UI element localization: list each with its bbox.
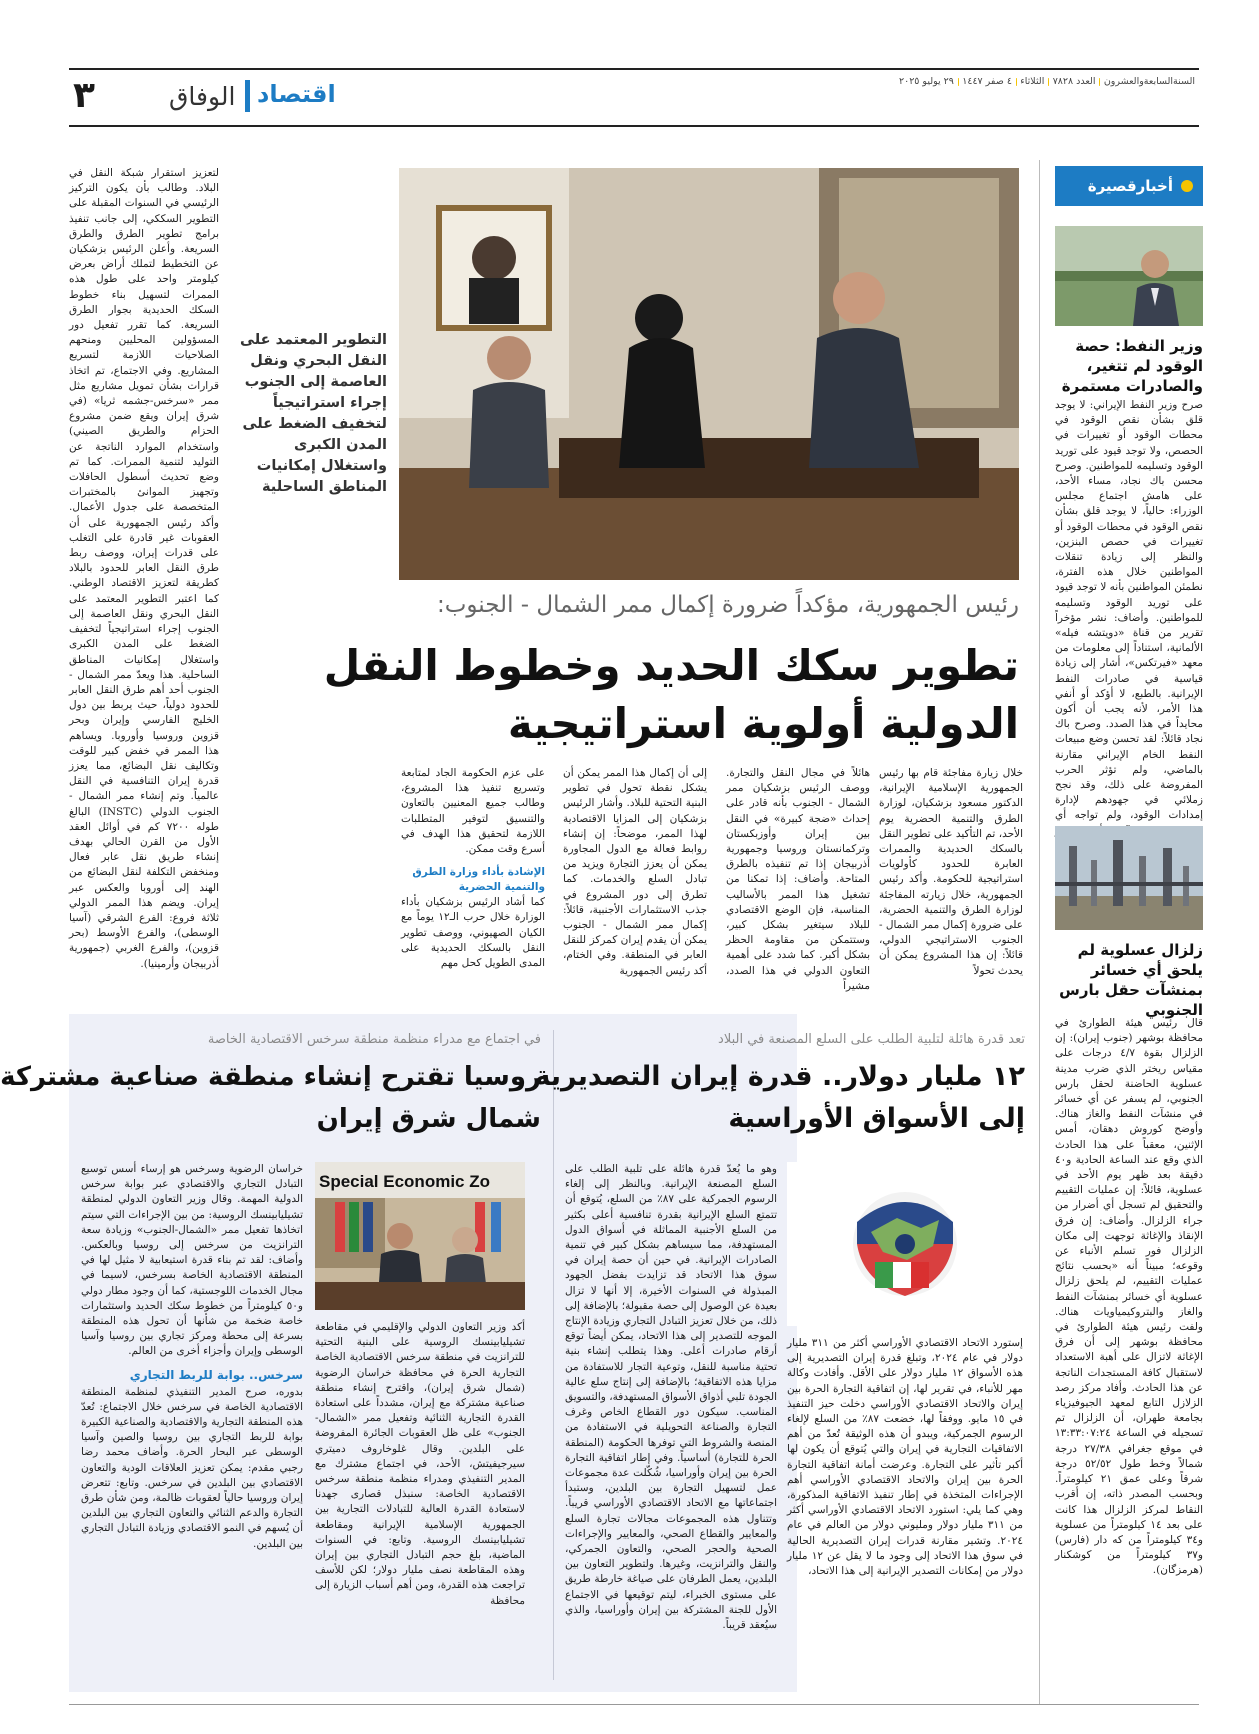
section-bar-icon	[245, 80, 250, 112]
header-bottom-rule	[69, 125, 1199, 127]
main-column-d-subhead: الإشادة بأداء وزارة الطرق والتنمية الحضرية	[412, 866, 545, 894]
pull-quote: التطوير المعتمد على النقل البحري ونقل العاصمة إلى الجنوب إجراء استراتيجياً لتخفيف الضغط على المدن الكبرى واستغلال إمكانيات المناطق الساحلية	[240, 332, 387, 495]
br-column-right: إستورد الاتحاد الاقتصادي الأوراسي أكثر من ٣١١ مليار دولار في عام ٢٠٢٤، وتبلغ قدرة إيران التصديرية إلى هذه الأسواق ١٢ مليار دولار على الأقل. وأفادت وكالة مهر للأنباء، في تقرير لها، إن اتفاقية التجارة الحرة بين إيران والاتحاد الاقتصادي الأوراسي دخلت حيز التنفيذ في ١٥ مايو. ووفقاً لها، خضعت ٨٧٪ من السلع لإلغاء الرسوم الجمركية، ويبدو أن هذه الوثيقة تُعدّ من أهم الاتفاقيات التجارية في إيران والتي يُتوقع أن يكون لها أكبر تأثير على التجارة. وعرضت أمانة اتفاقية التجارة الحرة بين إيران والاتحاد الاقتصادي الأوراسي أهم الإجراءات المتخذة في إطار تنفيذ الاتفاقية المذكورة، وهي كما يلي: استورد الاتحاد الاقتصادي الأوراسي أكثر من ٣١١ مليار دولار ومليوني دولار من العالم في عام ٢٠٢٤. وتشير مقارنة قدرات إيران التصديرية الحالية في سوق هذا الاتحاد إلى وجود ما لا يقل عن ١٢ مليار دولار من إمكانات التصدير الإيرانية إلى هذا الاتحاد،	[787, 1337, 1023, 1578]
sidebar-divider	[1039, 160, 1040, 1705]
main-column-c: إلى أن إكمال هذا الممر يمكن أن يشكل نقطة تحول في تطوير البنية التحتية للبلاد. وأشار الرئيس بزشكيان إلى المزايا الاقتصادية لهذا الممر، موضحاً: إن إنشاء روابط فعالة مع الدول المجاورة يمكن أن يعزز التجارة ويزيد من تبادل السلع والخدمات. كما تطرق إلى دور المشروع في جذب الاستثمارات الأجنبية، قائلاً: إكمال ممر الشمال - الجنوب يمكن أن يقدم إيران كمركز للنقل العابر في المنطقة. وفي الختام، أكد رئيس الجمهورية	[563, 767, 707, 977]
header-meta	[899, 76, 1195, 87]
bl-headline-line2: شمال شرق إيران	[316, 1104, 541, 1134]
meta-issue: العدد ٧٨٢٨	[1052, 76, 1096, 87]
main-column-b: هائلاً في مجال النقل والتجارة. ووصف الرئيس بزشكيان ممر الشمال - الجنوب بأنه قادر على إحداث «ضجة كبيرة» في النقل بين إيران وأوزبكستان وتركمانستان وروسيا وجمهورية أذربيجان إذا تم تنفيذه بالطرق المتاحة. وأضاف: إذا تمكنا من تشغيل هذا الممر بالأساليب المناسبة، فإن الوضع الاقتصادي للبلاد سيتغير بشكل كبير، وستتمكن من مقاومة الحظر بشكل أكبر. كما شدد على أهمية التعاون الدولي في هذا الصدد، مشيراً	[726, 767, 870, 992]
sidebar-story1-headline: وزير النفط: حصة الوقود لم تتغير، والصادرات مستمرة	[1061, 337, 1203, 395]
eurasian-union-logo	[787, 1162, 1023, 1326]
bl-column-left-after: بدوره، صرح المدير التنفيذي لمنظمة المنطقة الاقتصادية الخاصة في سرخس خلال الاجتماع: تُعدّ هذه المنطقة التجارية والاقتصادية والصناعية الكبيرة بوابة للربط التجاري بين روسيا والصين وآسيا الوسطى عبر البحار الحرة. وأضاف محمد رضا رجبي مقدم: يمكن تعزيز العلاقات الودية والتعاون الاقتصادي بين البلدين في سرخس. وتابع: تتعرض إيران وروسيا حالياً لعقوبات ظالمة، ومن شأن طرق التجارة والدعم الثنائي والتعاون التجاري بين البلدين أن يُسهم في النمو الاقتصادي وزيادة التبادل التجاري بين البلدين.	[81, 1385, 303, 1550]
main-kicker: رئيس الجمهورية، مؤكداً ضرورة إكمال ممر الشمال - الجنوب:	[436, 592, 1019, 618]
sidebar-story2-body: قال رئيس هيئة الطوارئ في محافظة بوشهر (جنوب إيران): إن الزلزال بقوة ٤/٧ درجات على مقياس ريختر الذي ضرب مدينة عسلوية الحاضنة لحقل بارس الجنوبي، لم يسفر عن أي خسائر في منشآت النفط والغاز هناك. وأوضح كوروش دهقان، أمس الإثنين، معقباً على هذا الحادث الذي وقع عند الساعة الحادية و٤٠ دقيقة بعد ظهر يوم الأحد في عسلوية، قائلاً: إن عمليات التقييم والتحقيق لم تسجل أي أضرار من جراء الزلزال. وأضاف: إن فرق الإنقاذ والإغاثة توجهت إلى مكان الزلزال فور تسلم الأنباء عن وقوعه؛ مبيناً أنه «بحسب نتائج عمليات التقييم، لم يلحق زلزال عسلوية أي خسائر بمنشآت النفط والغاز والبتروكيمياويات هناك. ولفت رئيس هيئة الطوارئ في محافظة بوشهر إلى أن فرق الإغاثة لاتزال على أهبة الاستعداد لاستقبال كافة المستجدات الناتجة عن هذا الحادث. وأفاد مركز رصد الزلازل التابع لمعهد الجيوفيزياء بجامعة طهران، أن الزلزال تم تسجيله في الساعة ١٣:٣٣:٠٧:٢٤ في موقع جغرافي ٢٧/٣٨ درجة شمالاً وخط طول ٥٢/٥٢ درجة شرقاً وعلى عمق ٢١ كيلومتراً. وبحسب المصدر ذاته، إن أقرب النقاط لمركز الزلزال هذا كانت على بعد ١٤ كيلومتراً من عسلوية و٣٤ كيلومتراً من كه دار (فارس) و٣٧ كيلومتراً من كوشكنار (هرمزگان).	[1055, 1017, 1203, 1577]
sez-sign-text: Special Economic Zo	[319, 1172, 490, 1191]
main-column-a: خلال زيارة مفاجئة قام بها رئيس الجمهورية الإسلامية الإيرانية، الدكتور مسعود بزشكيان، لوزارة الطرق والتنمية الحضرية يوم الأحد، تم التأكيد على تطوير النقل بالسكك الحديدية والممرات العابرة للحدود كأولويات استراتيجية للحكومة. وأكد رئيس الجمهورية، خلال زيارته المفاجئة لوزارة الطرق والتنمية الحضرية، على ضرورة إكمال ممر الشمال - الجنوب الاستراتيجي الدولي، قائلاً: إن هذا المشروع يمكن أن يحدث تحولاً	[879, 767, 1023, 977]
section-title: اقتصاد	[257, 80, 336, 108]
sidebar-title-box	[1055, 166, 1203, 206]
meta-hijri: ٤ صفر ١٤٤٧	[962, 76, 1012, 87]
meta-day: الثلاثاء	[1020, 76, 1045, 87]
br-kicker: تعد قدرة هائلة لتلبية الطلب على السلع المصنعة في البلاد	[718, 1032, 1025, 1047]
br-headline-line2: إلى الأسواق الأوراسية	[728, 1103, 1025, 1134]
main-column-d-after: كما أشاد الرئيس بزشكيان بأداء الوزارة خلال حرب الـ١٢ يوماً مع الكيان الصهيوني، ووصف تطوير النقل بالسكك الحديدية على المدى الطويل كحل مهم	[401, 896, 545, 970]
refinery-photo	[1055, 826, 1203, 930]
br-column-left: وهو ما يُعدّ قدرة هائلة على تلبية الطلب على السلع المصنعة الإيرانية. وبالنظر إلى إلغاء الرسوم الجمركية على ٨٧٪ من السلع، يُتوقع أن تتمتع السلع الإيرانية بقدرة تنافسية أعلى بكثير من السلع الأجنبية المماثلة في أسواق الدول المستهدفة، مما سيساهم بشكل كبير في تنمية الصادرات الإيرانية. في حين أن حصة إيران في سوق هذا الاتحاد قد تزايدت بفضل الجهود المبذولة في السنوات الأخيرة، إلا أنها لا تزال بعيدة عن الوصول إلى حصة مقبولة؛ بالإضافة إلى ذلك، من خلال تعزيز التبادل التجاري وزيادة الإنتاج الموجه للتصدير إلى هذا الاتحاد، يمكن أيضاً توقع أرقام صادرات أعلى. وهذا يتطلب إنشاء بنية تحتية مناسبة للنقل، وتوعية التجار للاستفادة من مزايا هذه الاتفاقية؛ بالإضافة إلى إنتاج سلع عالية الجودة تلبي أذواق الأسواق المستهدفة، والتسويق المناسب. سيكون دور القطاع الخاص وغرف التجارة والصناعة التحويلية في الاستفادة من المنصة والشروط التي توفرها الحكومة (المنطقة الحرة للتجارة) أساسياً. وفي إطار اتفاقية التجارة الحرة بين إيران وأوراسيا، شُكّلت عدة مجموعات عمل لتسهيل التجارة بين البلدين، وستبدأ اجتماعاتها مع الاتحاد الاقتصادي الأوراسي قريباً. وتتناول هذه المجموعات مجالات تجارة السلع والمعايير والقطاع الصحي، والمعايير والإجراءات الصحية والحجر الصحي، والتعاون الجمركي، والنقل والترانزيت، وغيرها. ولتطوير التعاون بين البلدين، يعمل الطرفان على صياغة خارطة طريق على مستوى الخبراء، ليتم توقيعها في الاجتماع الأول للجنة المشتركة بين إيران وأوراسيا، والذي سيُعقد قريباً.	[565, 1163, 778, 1632]
main-headline-line2: الدولية أولوية استراتيجية	[507, 699, 1019, 748]
footer-rule	[69, 1704, 1199, 1705]
bl-column-left	[81, 1162, 303, 1688]
yellow-bullet-icon	[1181, 180, 1193, 192]
header-top-rule	[69, 68, 1199, 70]
main-headline-line1: تطوير سكك الحديد وخطوط النقل	[323, 641, 1019, 690]
bl-headline-line1: روسيا تقترح إنشاء منطقة صناعية مشتركة	[0, 1062, 541, 1092]
meta-year: السنةالسابعةوالعشرون	[1103, 76, 1195, 87]
bl-kicker: في اجتماع مع مدراء منظمة منطقة سرخس الاقتصادية الخاصة	[207, 1032, 541, 1047]
main-meeting-photo	[399, 168, 1019, 580]
oil-minister-photo	[1055, 226, 1203, 326]
main-column-d-text: على عزم الحكومة الجاد لمتابعة وتسريع تنفيذ هذا المشروع، وطالب جميع المعنيين بالتعاون والتنسيق لتوفير المتطلبات اللازمة لتحقيق هذا الهدف في أسرع وقت ممكن.	[401, 767, 545, 856]
main-column-d	[401, 766, 545, 998]
bl-column-right: أكد وزير التعاون الدولي والإقليمي في مقاطعة تشيليابينسك الروسية على البنية التحتية للترانزيت في منطقة سرخس الاقتصادية الخاصة التجارية الحرة في محافظة خراسان الرضوية (شمال شرق إيران)، واقترح إنشاء منطقة صناعية مشتركة مع إيران، مشدداً على استعادة القدرة التجارية الثنائية وتفعيل ممر «الشمال-الجنوب» على ظل العقوبات الجائرة المفروضة على البلدين. وقال غلوخاروف دميتري سيرجيفيتش، الأحد، في اجتماع مشترك مع المدير التنفيذي ومدراء منظمة منطقة سرخس الاقتصادية الخاصة: سنبذل قصارى جهدنا لاستعادة القدرة العالية للتبادلات التجارية بين الجمهورية الإسلامية الإيرانية ومقاطعة تشيليابينسك الروسية. وتابع: في السنوات الماضية، بلغ حجم التبادل التجاري بين إيران وهذه المقاطعة نصف مليار دولار؛ لكن للأسف تراجعت هذه القدرة، ومن أهم أسباب الزيارة إلى محافظة	[315, 1321, 525, 1607]
newspaper-logo: الوفاق	[169, 82, 236, 111]
bl-column-left-text: خراسان الرضوية وسرخس هو إرساء أسس توسيع التبادل التجاري والاقتصادي عبر بوابة سرخس الدولية المهمة. وقال وزير التعاون الدولي لمنطقة تشيليابينسك الروسية: من بين الإجراءات التي سيتم اتخاذها تفعيل ممر «الشمال-الجنوب» وزيادة سعة الترانزيت من سرخس إلى روسيا وبالعكس. وأضاف: لقد تم بناء قدرة استيعابية لا مثيل لها في المنطقة الاقتصادية الخاصة بسرخس، لاسيما في مجال الخدمات اللوجستية، كما أن وجود مطار دولي و٥٠ كيلومتراً من خطوط سكك الحديد واستثمارات خاصة ضخمة من شأنها أن تحول هذه المنطقة بسرعة إلى محطة ومركز تجاري بين روسيا وآسيا الوسطى وإيران وأجزاء أخرى من العالم.	[81, 1163, 303, 1358]
sidebar-story2-headline: زلزال عسلوية لم يلحق أي خسائر بمنشآت حقل بارس الجنوبي	[1059, 941, 1203, 1019]
bottom-divider	[553, 1030, 554, 1680]
br-headline-line1: ١٢ مليار دولار.. قدرة إيران التصديرية	[534, 1061, 1025, 1092]
sidebar-story1-body: صرح وزير النفط الإيراني: لا يوجد قلق بشأن نقص الوقود في محطات الوقود أو تغييرات في الحصص، ولا توجد قيود على توريد الوقود وتسليمه للمواطنين. وصرح محسن باك نجاد، مساء الأحد، على هامش اجتماع مجلس الوزراء: حالياً، لا يوجد قلق بشأن نقص الوقود في محطات الوقود أو تغييرات في حصص البنزين، والنظر إلى زيادة تنقلات المواطنين خلال هذه الفترة، نطمئن المواطنين بأنه لا توجد قيود على توريد الوقود وتسليمه للمواطنين. وأضاف: نشر مؤخراً تقرير من قناة «دويتشه فيله» الألمانية، استناداً إلى معلومات من معهد «فيرتكس»، أشار إلى زيادة قياسية في صادرات النفط الإيرانية. بالطبع، لا أؤكد أو أنفي هذا الأمر، لأنه يجب أن أكون محايداً في هذا الصدد. وصرح باك نجاد قائلاً: لقد تحسن وضع مبيعات النفط الخام الإيراني مقارنة بالماضي، ولم تؤثر الحرب المفروضة على ذلك، وقد نجح زملائي في جهودهم لإدارة إمدادات الوقود، ولم تواجه أي	[1055, 399, 1203, 822]
meta-date: ٢٩ يوليو ٢٠٢٥	[898, 76, 954, 87]
main-left-column: لتعزيز استقرار شبكة النقل في البلاد. وطالب بأن يكون التركيز الرئيسي في السنوات المقبلة على التطوير السككي، إلى جانب تنفيذ برامج تطوير الطرق والطرق السريعة. وأعلن الرئيس بزشكيان عن التخطيط لتملك أراض بعرض كيلومتر واحد على طول هذه الممرات لتسهيل بناء خطوط السكك الحديدية بجوار الطرق السريعة. كما تقرر تفعيل دور المسؤولين المحليين ومنحهم الصلاحيات اللازمة لتسريع المشاريع. وفي الاجتماع، تم اتخاذ قرارات بشأن تمويل مشاريع مثل ممر «سرخس-جشمه ثريا» (في شرق إيران ويقع ضمن مشروع الحزام والطريق الصيني) واستخدام الموارد الناتجة عن التوليد لتنمية الممرات. كما تم وضع تحديث أسطول الحافلات وتجهيز الموانئ بالمختبرات المتخصصة على جدول الأعمال. وأكد رئيس الجمهورية على أن العقوبات غير قادرة على التغلب على قدرات إيران، ووصف ربط طرق النقل العابر للحدود بالبلاد كطريقة لتعزيز الاقتصاد الوطني. كما اعتبر التطوير المعتمد على النقل البحري ونقل العاصمة إلى الجنوب إجراء استراتيجياً لتخفيف الضغط على المدن الكبرى واستغلال إمكانيات المناطق الساحلية. هذا ويعدّ ممر الشمال - الجنوب أحد أهم طرق النقل العابر للحدود دولياً، حيث يربط بين دول الخليج الفارسي وإيران وبحر قزوين وروسيا وأوروبا. ويساهم هذا الممر في خفض كبير للوقت وتكاليف نقل البضائع، مما يعزز قدرة إيران التنافسية في النقل عالمياً. وتم إنشاء ممر الشمال - الجنوب الدولي (INSTC) البالغ طوله ٧٢٠٠ كم في أوائل العقد الأول من القرن الحالي بهدف إنشاء طريق نقل عابر فعال ومنخفض التكلفة لنقل البضائع من الهند إلى أوروبا والعكس عبر إيران. ويضم هذا الممر الدولي ثلاثة فروع: الفرع الشرقي (آسيا الوسطى)، والفرع الأوسط (بحر قزوين)، والفرع الغربي (جمهورية أذربيجان وأرمينيا).	[69, 167, 219, 970]
sidebar-title: أخبارقصيرة	[1087, 177, 1173, 195]
sarakhs-meeting-photo	[315, 1162, 525, 1310]
page-number: ٣	[73, 75, 95, 116]
bl-column-left-subhead: سرخس.. بوابة للربط التجاري	[129, 1367, 303, 1382]
